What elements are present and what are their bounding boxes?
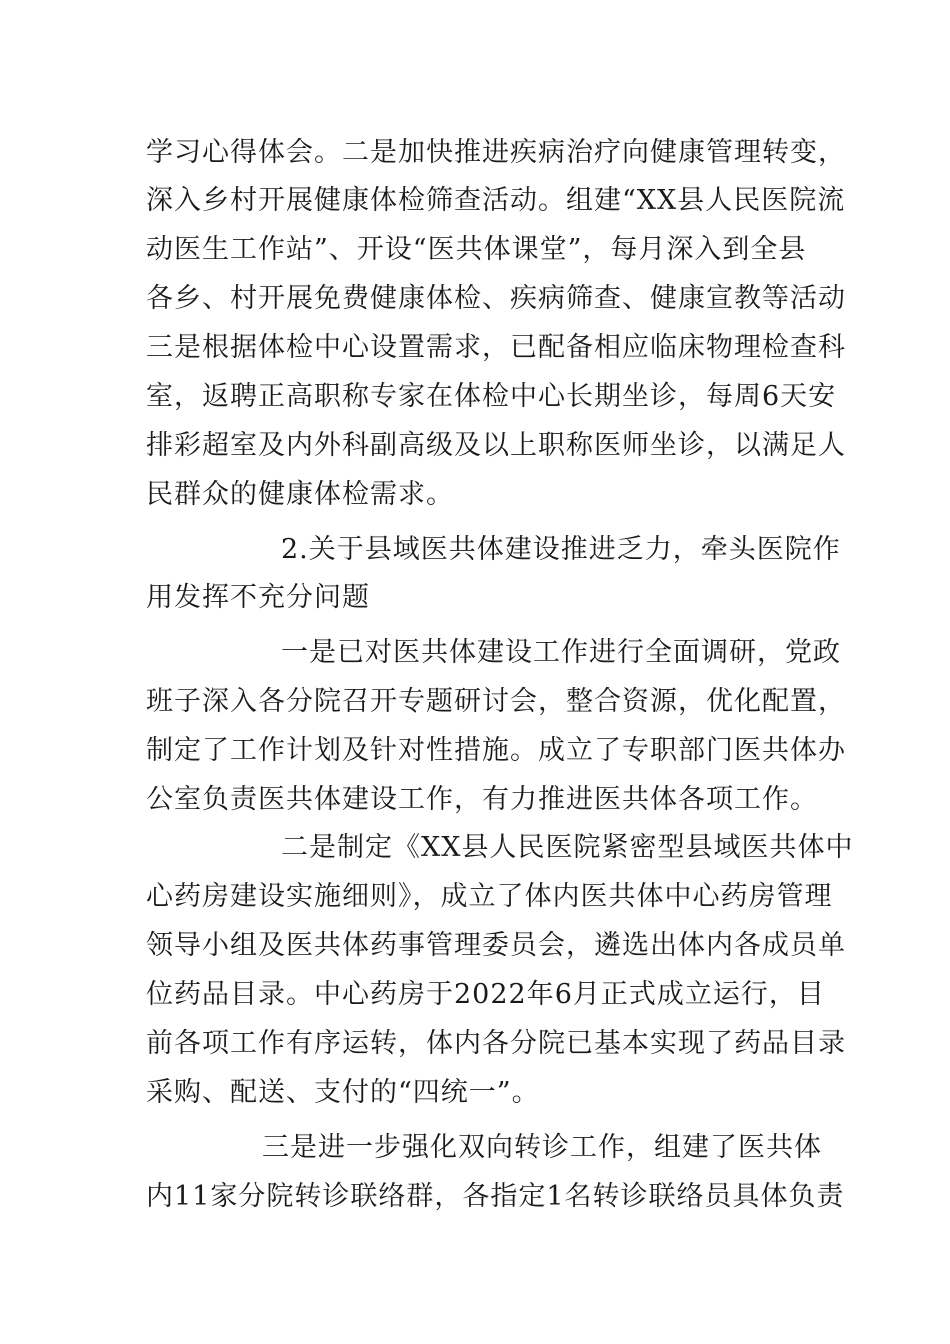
text-line: 排彩超室及内外科副高级及以上职称医师坐诊，以满足人 [146,430,846,461]
text-line: 采购、配送、支付的“四统一”。 [146,1077,540,1108]
section-heading-line: 用发挥不充分问题 [146,582,370,613]
text-line: 学习心得体会。二是加快推进疾病治疗向健康管理转变， [146,137,846,168]
text-line: 前各项工作有序运转，体内各分院已基本实现了药品目录 [146,1028,846,1059]
text-line: 民群众的健康体检需求。 [146,479,454,510]
text-line: 制定了工作计划及针对性措施。成立了专职部门医共体办 [146,735,846,766]
text-line: 三是进一步强化双向转诊工作，组建了医共体 [262,1132,822,1163]
text-line: 室，返聘正高职称专家在体检中心长期坐诊，每周6天安 [146,381,837,412]
text-line: 动医生工作站”、开设“医共体课堂”，每月深入到全县 [146,234,807,265]
section-heading-line: 2.关于县域医共体建设推进乏力，牵头医院作 [281,534,841,565]
text-line: 领导小组及医共体药事管理委员会，遴选出体内各成员单 [146,930,846,961]
text-line: 二是制定《XX县人民医院紧密型县域医共体中 [281,832,854,863]
text-line: 心药房建设实施细则》，成立了体内医共体中心药房管理 [146,881,833,912]
text-line: 内11家分院转诊联络群，各指定1名转诊联络员具体负责 [146,1181,845,1212]
text-line: 班子深入各分院召开专题研讨会，整合资源，优化配置， [146,686,846,717]
text-line: 三是根据体检中心设置需求，已配备相应临床物理检查科 [146,332,846,363]
text-line: 各乡、村开展免费健康体检、疾病筛查、健康宣教等活动 [146,283,846,314]
text-line: 一是已对医共体建设工作进行全面调研，党政 [281,637,841,668]
text-line: 深入乡村开展健康体检筛查活动。组建“XX县人民医院流 [146,185,846,216]
text-line: 公室负责医共体建设工作，有力推进医共体各项工作。 [146,784,818,815]
text-line: 位药品目录。中心药房于2022年6月正式成立运行，目 [146,979,825,1010]
